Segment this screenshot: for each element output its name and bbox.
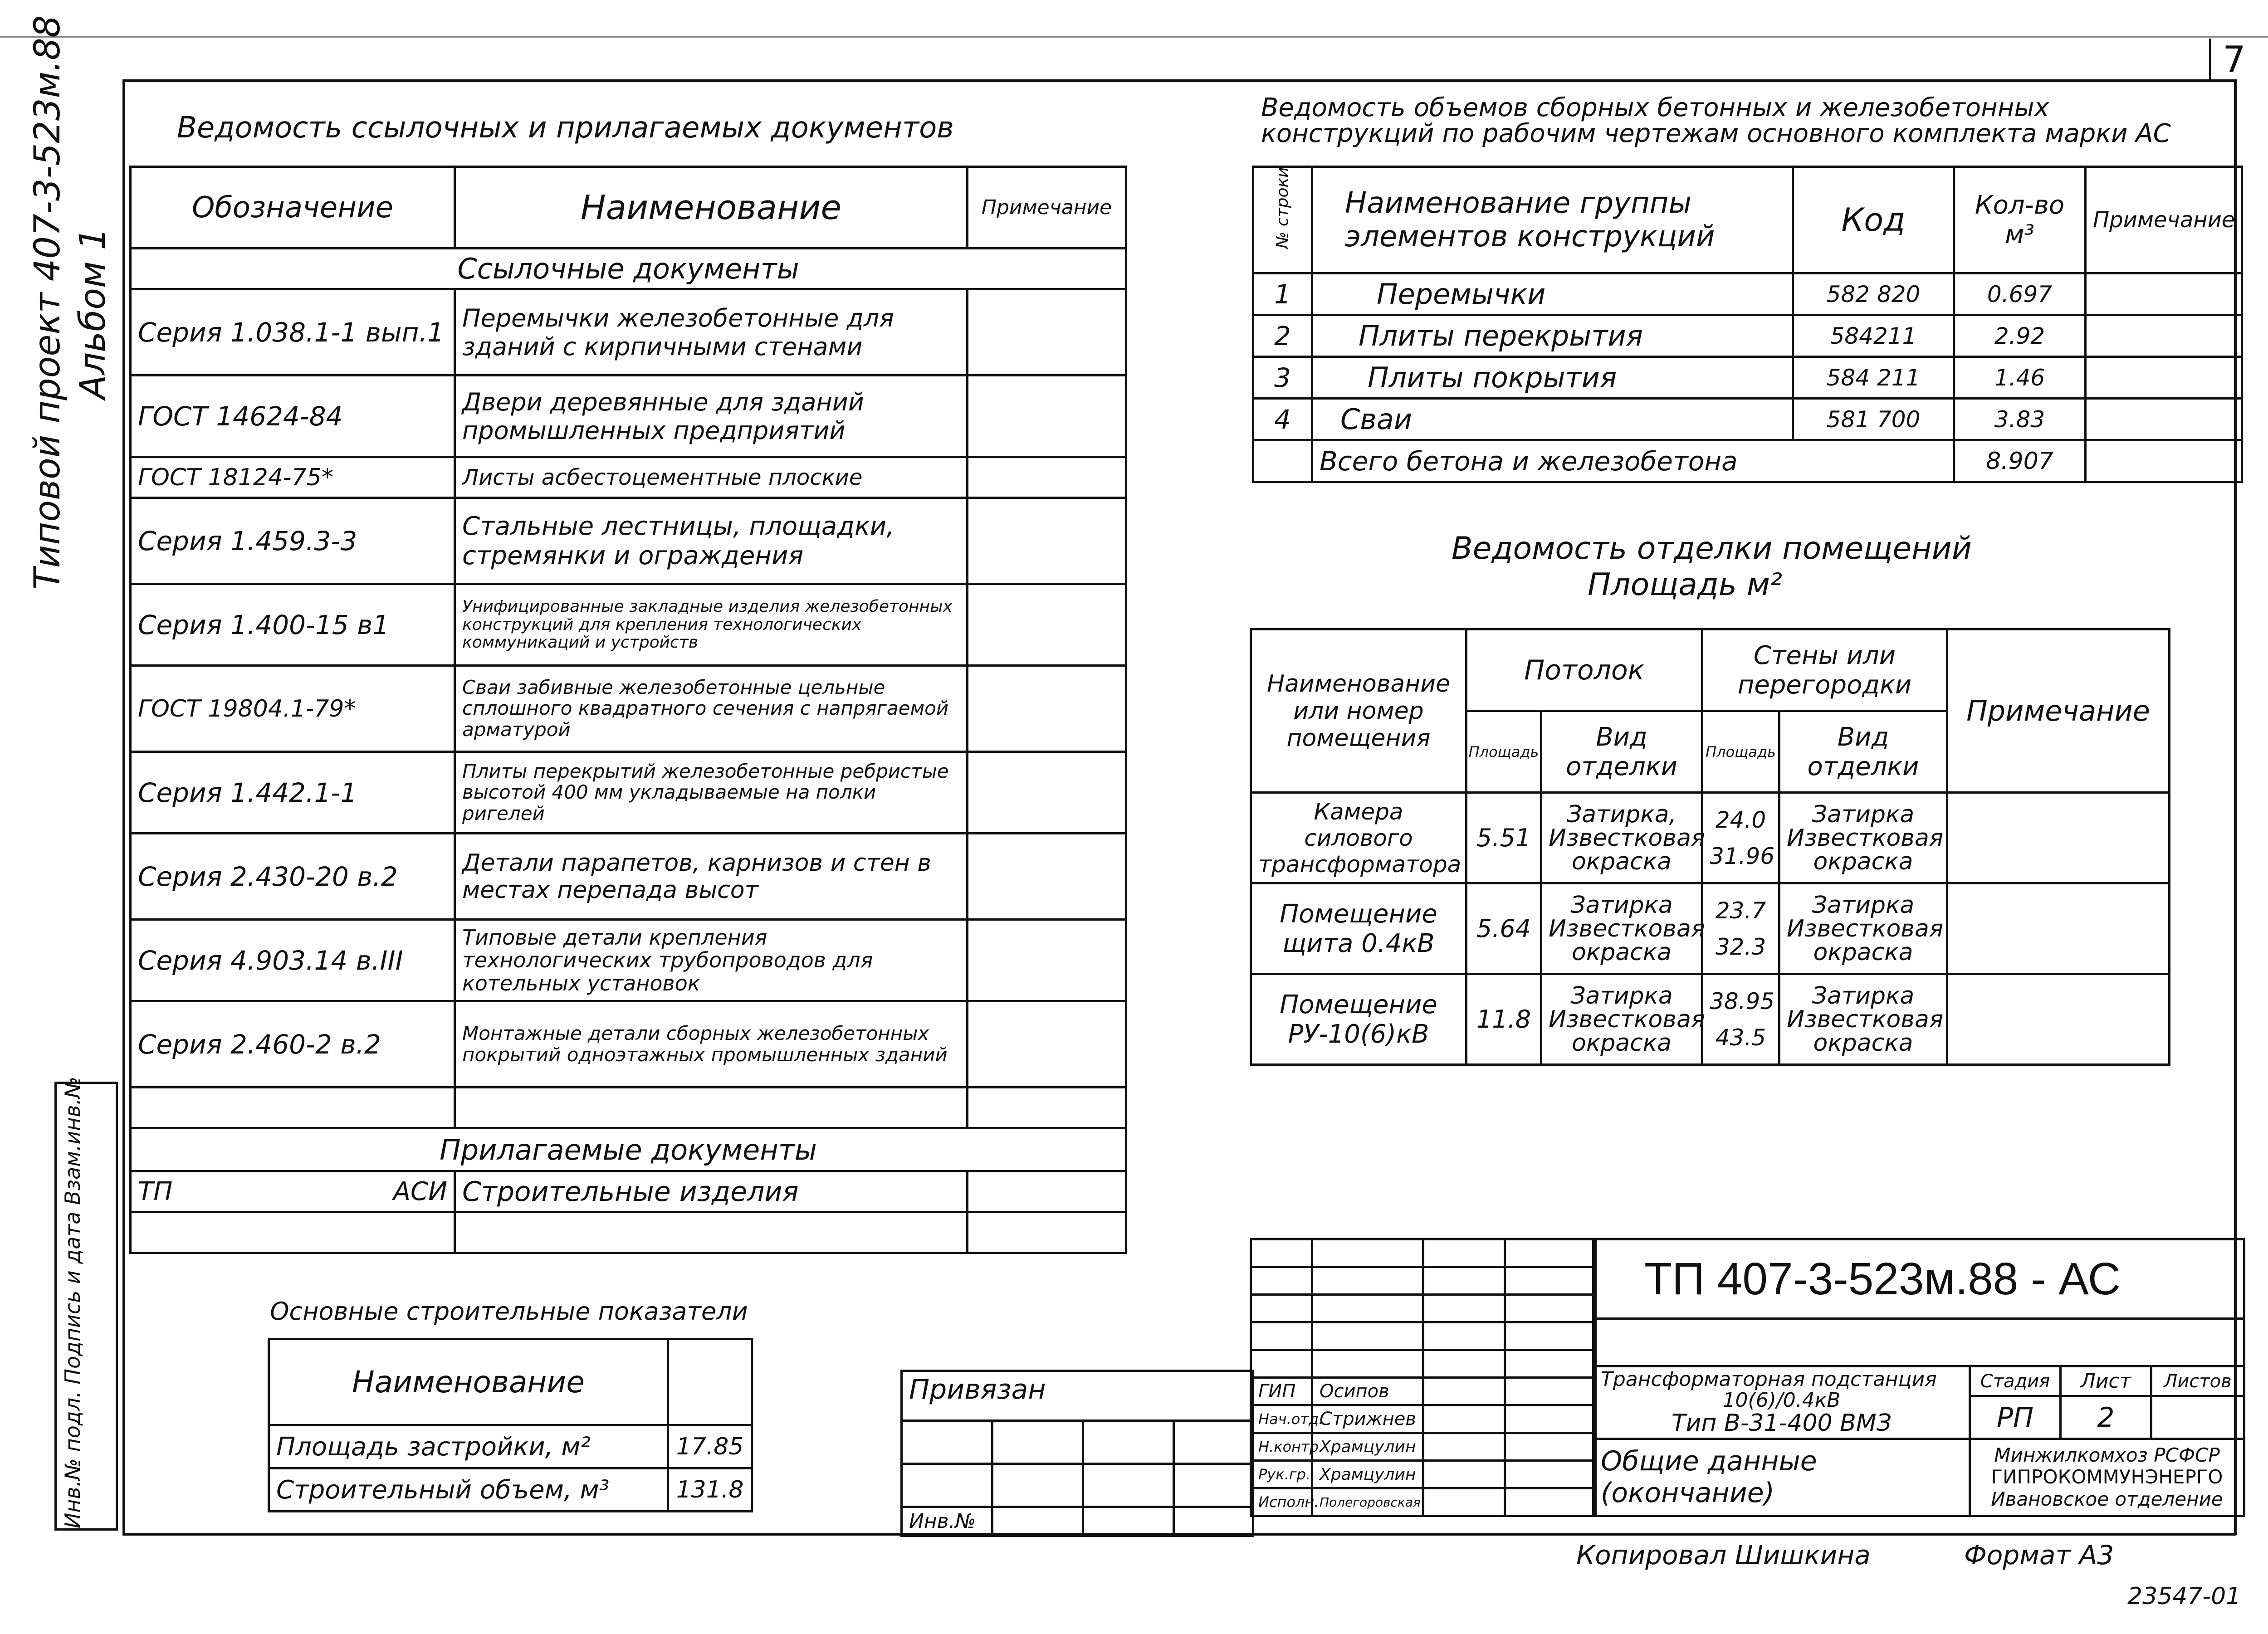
- finish-w-finish: Затирка Известковая окраска: [1779, 883, 1947, 974]
- finishes-header-w-finish: Вид отделки: [1779, 711, 1947, 793]
- side-project-label: Типовой проект 407-3-523м.88: [27, 15, 68, 590]
- stamp-right-table: [1592, 1238, 2245, 1517]
- stamp-person: Полегоровская: [1312, 1488, 1423, 1516]
- references-table: [129, 166, 1127, 1254]
- ref-section-label: Ссылочные документы: [131, 249, 1126, 289]
- bottom-code: 23547-01: [2127, 1583, 2241, 1610]
- stamp-object-line3: Тип В-31-400 ВМЗ: [1671, 1410, 1892, 1437]
- finish-c-finish: Затирка Известковая окраска: [1541, 974, 1702, 1065]
- stamp-person: Храмцулин: [1312, 1433, 1423, 1461]
- volume-name: Перемычки: [1312, 273, 1793, 315]
- volume-num: 2: [1253, 315, 1312, 357]
- finish-w-area-2: 31.96: [1710, 843, 1775, 869]
- finish-w-finish: Затирка Известковая окраска: [1779, 793, 1947, 883]
- finish-room: Камера силового трансформатора: [1251, 793, 1466, 883]
- finish-room: Помещение щита 0.4кВ: [1251, 883, 1466, 974]
- stamp-object-line1: Трансформаторная подстанция: [1601, 1368, 1937, 1391]
- volumes-title-line1: Ведомость объемов сборных бетонных и железобетонных: [1261, 93, 2049, 122]
- sheet-number: 7: [2223, 39, 2246, 81]
- finish-w-area-2: 32.3: [1715, 933, 1766, 960]
- volume-code: 584211: [1793, 315, 1954, 357]
- table-row: [1253, 399, 2242, 440]
- volumes-table: [1252, 166, 2243, 483]
- table-row: [1253, 315, 2242, 357]
- volume-qty: 1.46: [1954, 357, 2086, 399]
- table-row: [131, 376, 1126, 457]
- ref-code: ГОСТ 14624-84: [131, 376, 455, 457]
- stamp-org-1: Минжилкомхоз РСФСР: [1994, 1444, 2220, 1467]
- stamp-stage: РП: [1970, 1396, 2061, 1439]
- finish-w-finish: Затирка Известковая окраска: [1779, 974, 1947, 1065]
- indicator-name: Площадь застройки, м²: [269, 1425, 668, 1468]
- table-row: [131, 498, 1126, 584]
- side-stamp-box: [54, 1076, 118, 1531]
- ref-name: Типовые детали крепления технологических трубопроводов для котельных установок: [455, 920, 968, 1001]
- finish-c-area: 11.8: [1466, 974, 1541, 1065]
- att-section-label: Прилагаемые документы: [131, 1128, 1126, 1171]
- finishes-subtitle: Площадь м²: [1588, 567, 1783, 603]
- ref-code: Серия 1.442.1-1: [131, 752, 455, 834]
- stamp-code: ТП 407-3-523м.88 - АС: [1593, 1239, 2244, 1319]
- album-label: Альбом 1: [73, 227, 113, 399]
- volumes-title-line2: конструкций по рабочим чертежам основного комплекта марки АС: [1261, 119, 2171, 148]
- finish-w-area-1: 24.0: [1715, 806, 1766, 833]
- finishes-header-c-area: Площадь: [1466, 711, 1541, 793]
- table-row: [1253, 357, 2242, 399]
- stamp-person-row: [1251, 1433, 1596, 1461]
- ref-header-code: Обозначение: [131, 167, 455, 249]
- table-row: [131, 584, 1126, 666]
- ref-header-note: Примечание: [968, 167, 1126, 249]
- finish-w-area-1: 23.7: [1715, 897, 1766, 924]
- table-row: [269, 1468, 752, 1512]
- finish-w-area-2: 43.5: [1715, 1024, 1766, 1051]
- references-title: Ведомость ссылочных и прилагаемых документов: [177, 111, 954, 145]
- table-row: [131, 834, 1126, 920]
- finish-w-area-1: 38.95: [1710, 988, 1775, 1015]
- table-row: [269, 1425, 752, 1468]
- stamp-role: ГИП: [1251, 1378, 1312, 1405]
- finishes-header-ceiling: Потолок: [1466, 629, 1702, 711]
- ref-name: Стальные лестницы, площадки, стремянки и ограждения: [455, 498, 968, 584]
- indicators-table: [268, 1338, 753, 1512]
- table-row: [1251, 974, 2170, 1065]
- stamp-person-row: [1251, 1461, 1596, 1488]
- ref-code: ГОСТ 19804.1-79*: [131, 666, 455, 752]
- ref-name: Плиты перекрытий железобетонные ребристые высотой 400 мм укладываемые на полки ригелей: [455, 752, 968, 834]
- binding-label: Привязан: [902, 1371, 1253, 1421]
- stamp-object-line2: 10(6)/0.4кВ: [1722, 1389, 1841, 1412]
- finishes-header-room: Наименование или номер помещения: [1251, 629, 1466, 793]
- indicator-value: 131.8: [668, 1468, 752, 1512]
- indicator-value: 17.85: [668, 1425, 752, 1468]
- copied-by: Копировал Шишкина: [1576, 1540, 1871, 1571]
- finishes-header-walls: Стены или перегородки: [1702, 629, 1947, 711]
- stamp-sheets-header: Листов: [2151, 1366, 2244, 1396]
- stamp-person-row: [1251, 1405, 1596, 1433]
- volumes-header-num: № строки: [1273, 166, 1292, 249]
- finish-c-finish: Затирка Известковая окраска: [1541, 883, 1702, 974]
- finish-c-finish: Затирка, Известковая окраска: [1541, 793, 1702, 883]
- table-row: [131, 457, 1126, 498]
- stamp-sheet-title: Общие данные (окончание): [1593, 1439, 1970, 1516]
- table-row: [131, 920, 1126, 1001]
- ref-code: Серия 4.903.14 в.III: [131, 920, 455, 1001]
- stamp-org-2: ГИПРОКОММУНЭНЕРГО: [1991, 1466, 2223, 1488]
- stamp-role: Исполн.: [1251, 1488, 1312, 1516]
- stamp-org-3: Ивановское отделение: [1991, 1488, 2223, 1510]
- binding-table: [900, 1370, 1254, 1537]
- finishes-title: Ведомость отделки помещений: [1452, 531, 1972, 566]
- volume-name: Плиты перекрытия: [1312, 315, 1793, 357]
- table-row: [1253, 440, 2242, 482]
- ref-name: Листы асбестоцементные плоские: [455, 457, 968, 498]
- finishes-table: [1250, 628, 2170, 1066]
- stamp-sheet: 2: [2061, 1396, 2151, 1439]
- finish-c-area: 5.64: [1466, 883, 1541, 974]
- volume-qty: 3.83: [1954, 399, 2086, 440]
- stamp-role: Рук.гр.: [1251, 1461, 1312, 1488]
- volume-num: 4: [1253, 399, 1312, 440]
- stamp-person: Стрижнев: [1312, 1405, 1423, 1433]
- volumes-header-name: Наименование группы элементов конструкций: [1312, 167, 1793, 273]
- ref-name: Двери деревянные для зданий промышленных предприятий: [455, 376, 968, 457]
- att-sub: АСИ: [393, 1177, 447, 1206]
- table-row: [1253, 273, 2242, 315]
- volumes-header-code: Код: [1793, 167, 1954, 273]
- stamp-stage-header: Стадия: [1970, 1366, 2061, 1396]
- table-row: [131, 752, 1126, 834]
- indicator-name: Строительный объем, м³: [269, 1468, 668, 1512]
- att-code: ТП: [138, 1177, 173, 1206]
- volume-code: 581 700: [1793, 399, 1954, 440]
- stamp-person: Храмцулин: [1312, 1461, 1423, 1488]
- finish-room: Помещение РУ-10(6)кВ: [1251, 974, 1466, 1065]
- finishes-header-note: Примечание: [1947, 629, 2170, 793]
- volume-name: Сваи: [1312, 399, 1793, 440]
- volume-name: Плиты покрытия: [1312, 357, 1793, 399]
- ref-name: Перемычки железобетонные для зданий с кирпичными стенами: [455, 289, 968, 376]
- format-label: Формат А3: [1964, 1540, 2114, 1571]
- ref-code: ГОСТ 18124-75*: [131, 457, 455, 498]
- att-name: Строительные изделия: [455, 1171, 968, 1212]
- stamp-left-table: [1250, 1238, 1597, 1517]
- table-row: [131, 1001, 1126, 1088]
- table-row: [131, 666, 1126, 752]
- table-row: [131, 1171, 1126, 1212]
- stamp-person: Осипов: [1312, 1378, 1423, 1405]
- indicators-title: Основные строительные показатели: [270, 1297, 748, 1326]
- stamp-person-row: [1251, 1488, 1596, 1516]
- volume-num: 3: [1253, 357, 1312, 399]
- volume-code: 582 820: [1793, 273, 1954, 315]
- ref-code: Серия 1.038.1-1 вып.1: [131, 289, 455, 376]
- ref-code: Серия 2.430-20 в.2: [131, 834, 455, 920]
- ref-name: Унифицированные закладные изделия железобетонных конструкций для крепления технологических коммуникаций и устройств: [455, 584, 968, 666]
- stamp-sheet-header: Лист: [2061, 1366, 2151, 1396]
- volume-num: 1: [1253, 273, 1312, 315]
- ref-code: Серия 1.400-15 в1: [131, 584, 455, 666]
- volume-qty: 0.697: [1954, 273, 2086, 315]
- ref-code: Серия 2.460-2 в.2: [131, 1001, 455, 1088]
- ref-name: Сваи забивные железобетонные цельные сплошного квадратного сечения с напрягаемой арматурой: [455, 666, 968, 752]
- ref-name: Монтажные детали сборных железобетонных покрытий одноэтажных промышленных зданий: [455, 1001, 968, 1088]
- binding-inv: Инв.№: [902, 1507, 992, 1536]
- stamp-person-row: [1251, 1378, 1596, 1405]
- stamp-role: Н.контр.: [1251, 1433, 1312, 1461]
- finishes-header-c-finish: Вид отделки: [1541, 711, 1702, 793]
- volume-qty: 2.92: [1954, 315, 2086, 357]
- volumes-total-label: Всего бетона и железобетона: [1312, 440, 1954, 482]
- volume-code: 584 211: [1793, 357, 1954, 399]
- finish-c-area: 5.51: [1466, 793, 1541, 883]
- ref-code: Серия 1.459.3-3: [131, 498, 455, 584]
- table-row: [131, 289, 1126, 376]
- ref-name: Детали парапетов, карнизов и стен в местах перепада высот: [455, 834, 968, 920]
- finishes-header-w-area: Площадь: [1702, 711, 1779, 793]
- table-row: [1251, 793, 2170, 883]
- volumes-header-note: Примечание: [2086, 167, 2242, 273]
- ref-header-name: Наименование: [455, 167, 968, 249]
- indicators-header: Наименование: [269, 1339, 668, 1425]
- volumes-total-value: 8.907: [1954, 440, 2086, 482]
- side-stamp-text: Инв.№ подл. Подпись и дата Взам.инв.№: [60, 1076, 85, 1528]
- table-row: [1251, 883, 2170, 974]
- stamp-role: Нач.отд.: [1251, 1405, 1312, 1433]
- volumes-header-qty: Кол-во м³: [1954, 167, 2086, 273]
